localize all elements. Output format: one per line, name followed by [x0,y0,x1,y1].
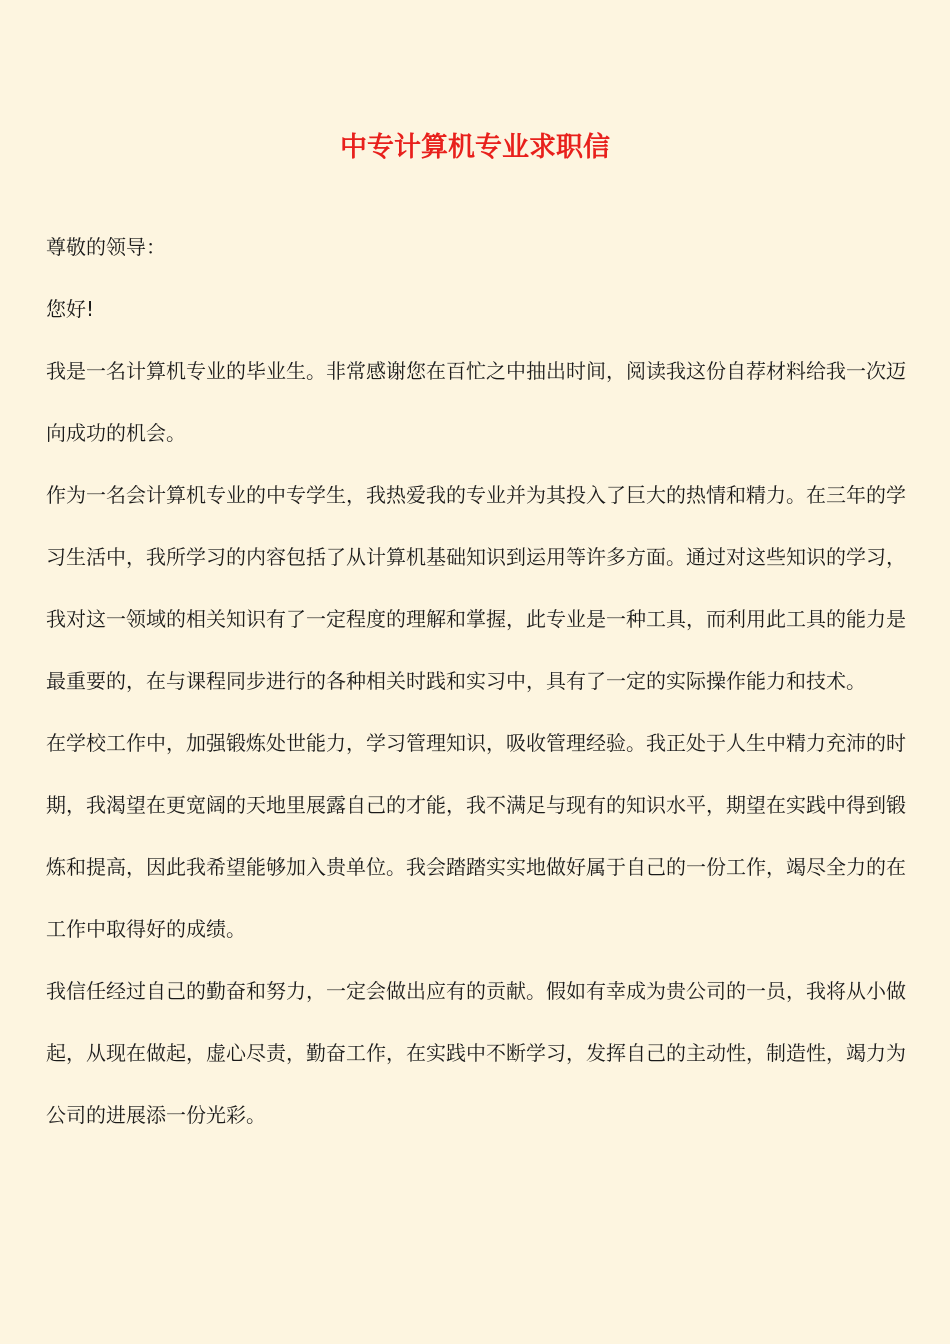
paragraph-intro: 我是一名计算机专业的毕业生。非常感谢您在百忙之中抽出时间，阅读我这份自荐材料给我一次迈向成功的机会。 [46,359,906,445]
salutation: 尊敬的领导： [46,235,166,259]
paragraph-work: 在学校工作中，加强锻炼处世能力，学习管理知识，吸收管理经验。我正处于人生中精力充沛的时期，我渴望在更宽阔的天地里展露自己的才能，我不满足与现有的知识水平，期望在实践中得到锻炼和提高，因此我希望能够加入贵单位。我会踏踏实实地做好属于自己的一份工作，竭尽全力的在工作中取得好的成绩。 [46,731,906,941]
paragraph-closing: 我信任经过自己的勤奋和努力，一定会做出应有的贡献。假如有幸成为贵公司的一员，我将从小做起，从现在做起，虚心尽责，勤奋工作，在实践中不断学习，发挥自己的主动性，制造性，竭力为公司的进展添一份光彩。 [46,979,906,1127]
paragraph-study: 作为一名会计算机专业的中专学生，我热爱我的专业并为其投入了巨大的热情和精力。在三年的学习生活中，我所学习的内容包括了从计算机基础知识到运用等许多方面。通过对这些知识的学习，我对这一领域的相关知识有了一定程度的理解和掌握，此专业是一种工具，而利用此工具的能力是最重要的，在与课程同步进行的各种相关时践和实习中，具有了一定的实际操作能力和技术。 [46,483,906,693]
document-title: 中专计算机专业求职信 [340,132,610,163]
letter-body [46,216,906,1146]
greeting: 您好! [46,297,95,321]
